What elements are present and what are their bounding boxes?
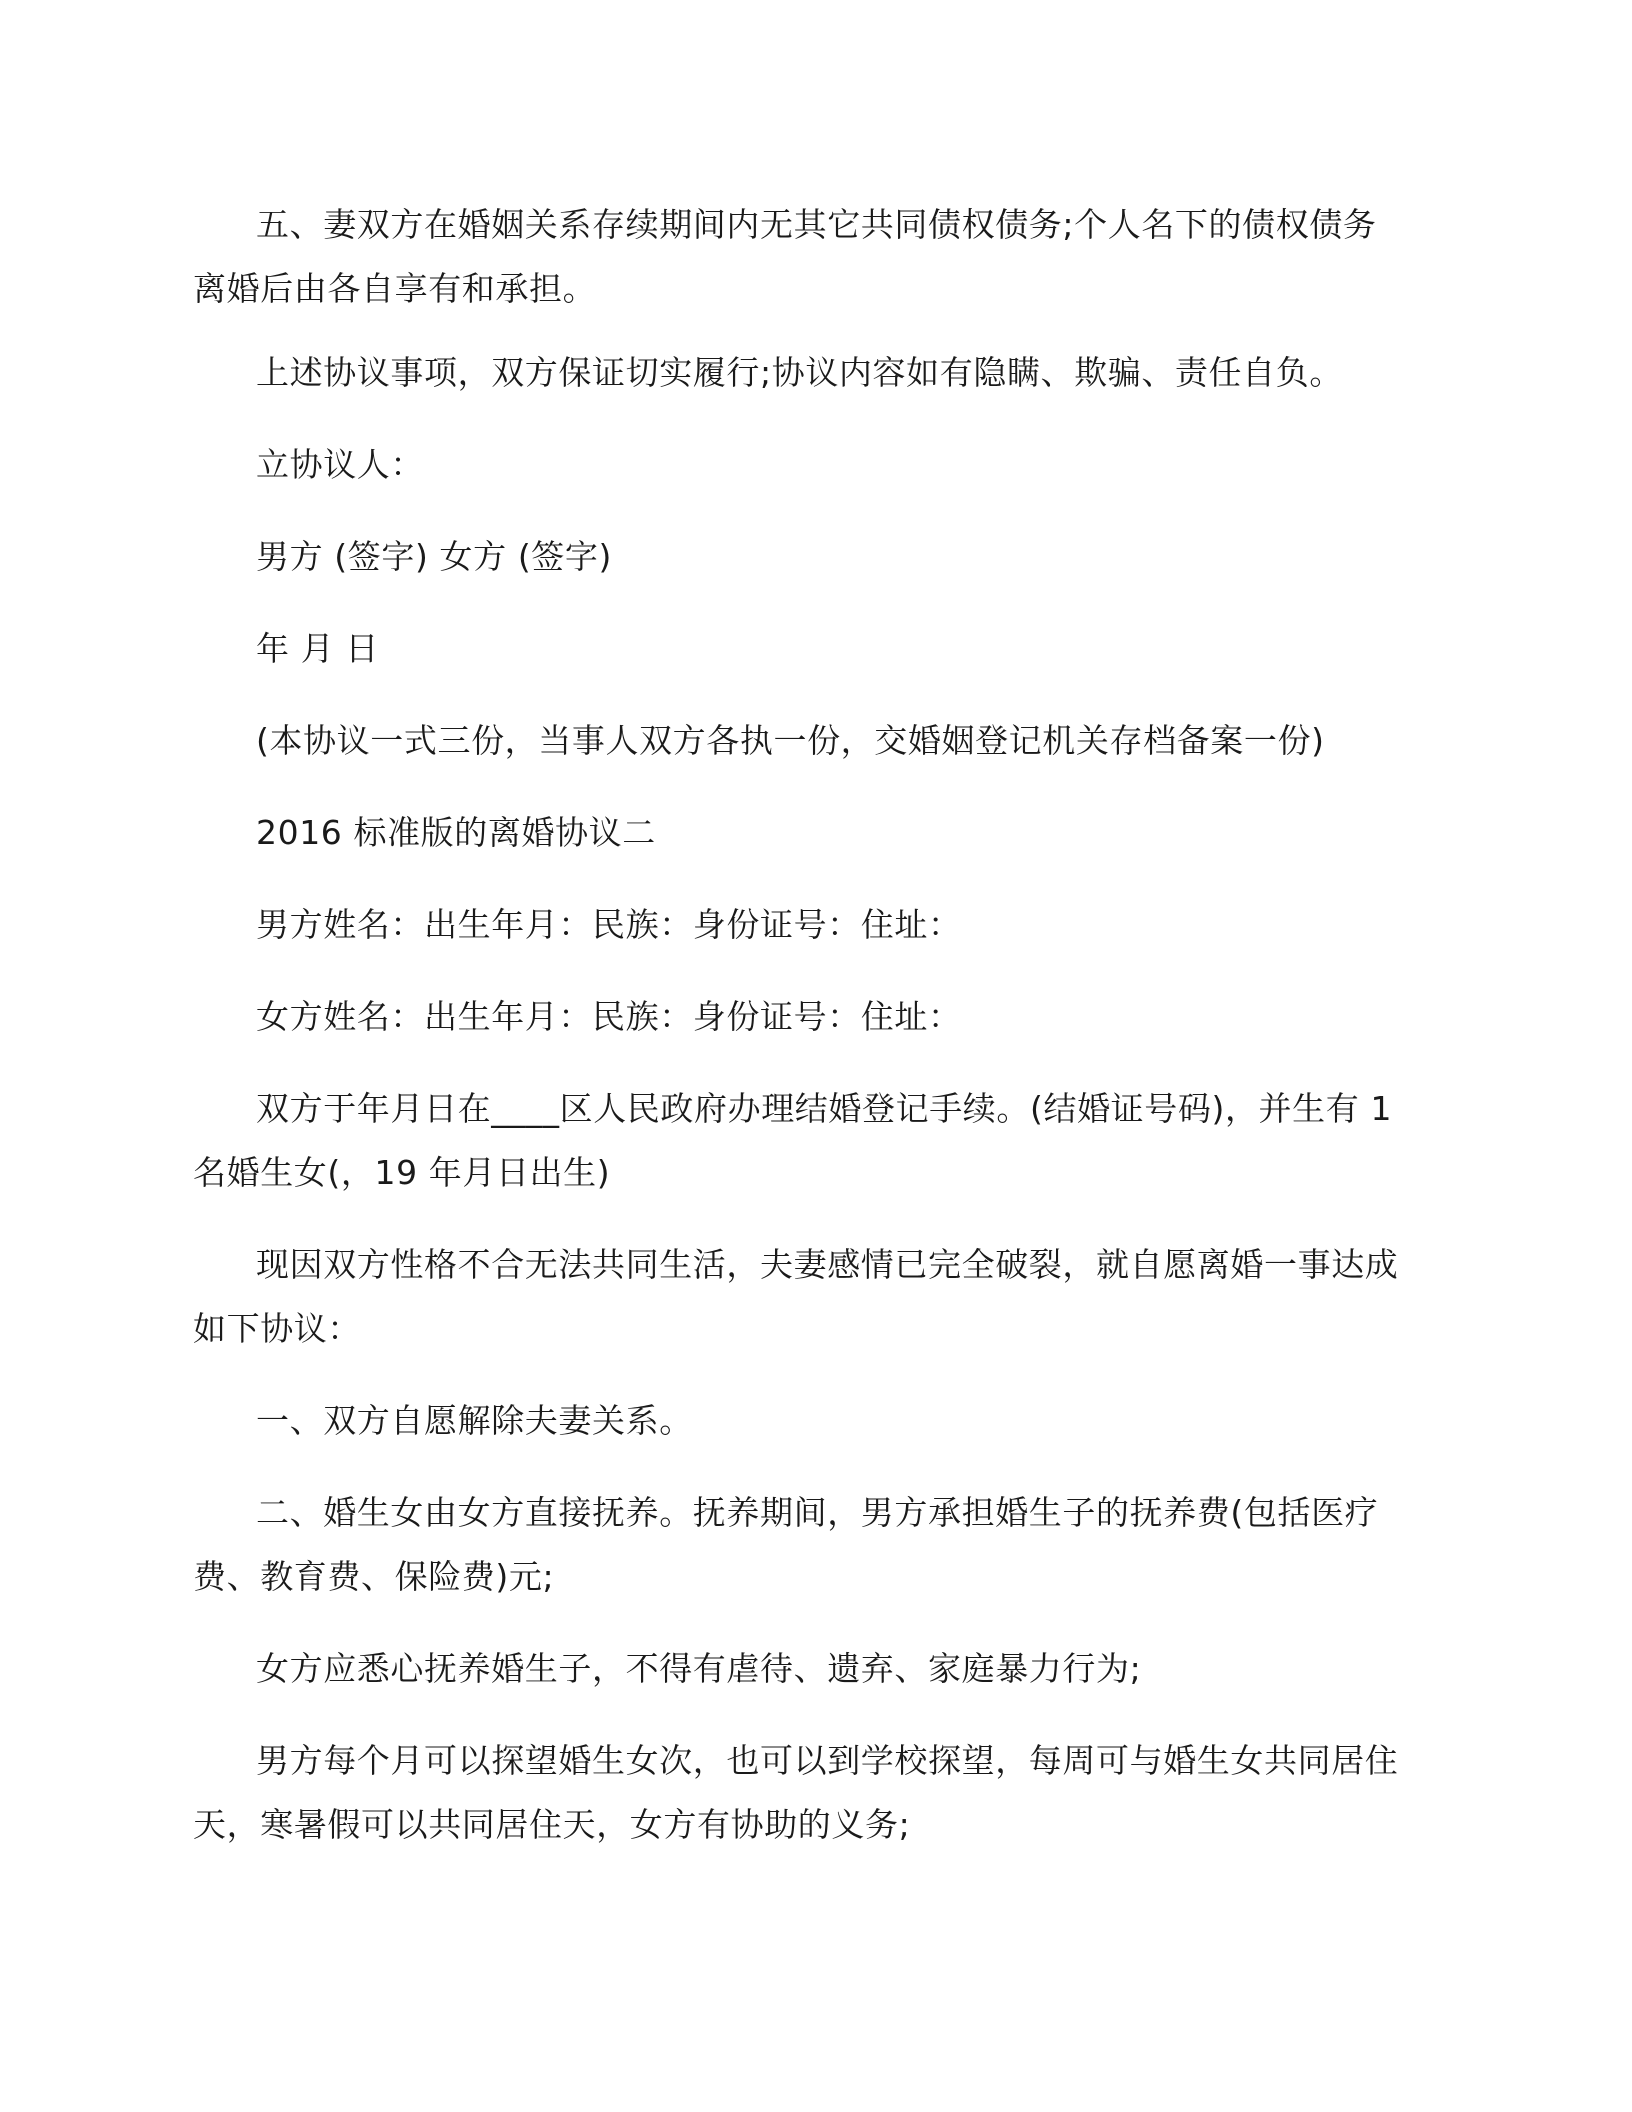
paragraph-article-2-custody: 二、婚生女由女方直接抚养。抚养期间，男方承担婚生子的抚养费(包括医疗费、教育费、保险费)元; — [193, 1493, 1379, 1596]
paragraph-date-line: 年 月 日 — [256, 629, 379, 668]
paragraph-article-5-debts: 五、妻双方在婚姻关系存续期间内无其它共同债权债务;个人名下的债权债务离婚后由各自享有和承担。 — [193, 205, 1377, 308]
paragraph-copies-note: (本协议一式三份，当事人双方各执一份，交婚姻登记机关存档备案一份) — [256, 721, 1325, 760]
paragraph-signatories-heading: 立协议人： — [256, 445, 424, 484]
paragraph-signature-line: 男方 (签字) 女方 (签字) — [256, 537, 612, 576]
paragraph-guarantee: 上述协议事项，双方保证切实履行;协议内容如有隐瞒、欺骗、责任自负。 — [256, 353, 1343, 392]
paragraph-husband-info: 男方姓名：出生年月：民族：身份证号：住址： — [256, 905, 962, 944]
paragraph-article-1: 一、双方自愿解除夫妻关系。 — [256, 1401, 693, 1440]
paragraph-marriage-registration: 双方于年月日在____区人民政府办理结婚登记手续。(结婚证号码)，并生有 1 名婚生女(，19 年月日出生) — [193, 1089, 1393, 1192]
paragraph-wife-info: 女方姓名：出生年月：民族：身份证号：住址： — [256, 997, 962, 1036]
paragraph-custody-obligations: 女方应悉心抚养婚生子，不得有虐待、遗弃、家庭暴力行为; — [256, 1649, 1142, 1688]
paragraph-reason-for-divorce: 现因双方性格不合无法共同生活，夫妻感情已完全破裂，就自愿离婚一事达成如下协议： — [193, 1245, 1399, 1348]
section-title-agreement-two: 2016 标准版的离婚协议二 — [256, 813, 656, 852]
paragraph-visitation-rights: 男方每个月可以探望婚生女次，也可以到学校探望，每周可与婚生女共同居住天，寒暑假可以共同居住天，女方有协助的义务; — [193, 1741, 1399, 1844]
